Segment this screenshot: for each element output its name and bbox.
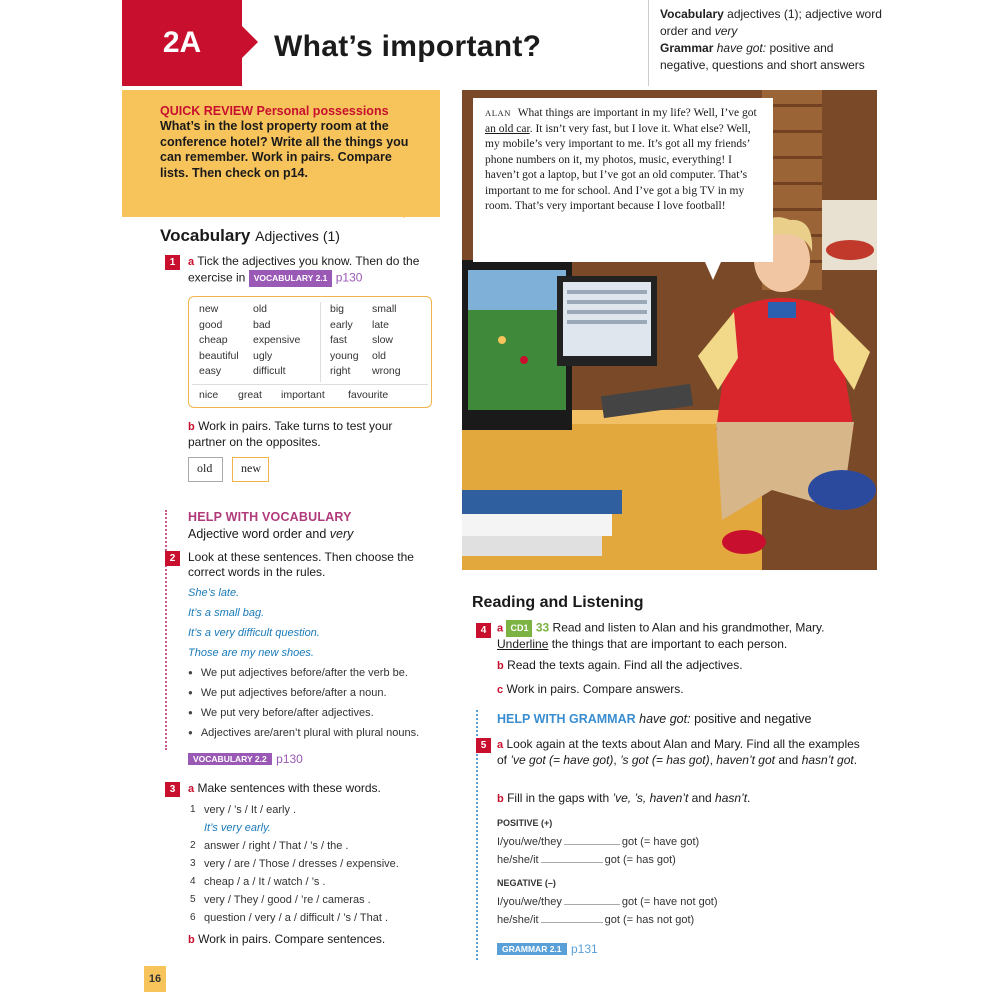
exercise-number-2: 2 — [165, 551, 180, 566]
ex4c-letter: c — [497, 684, 504, 696]
answer-gap — [564, 835, 620, 845]
reading-listening-title: Reading and Listening — [472, 594, 644, 611]
ex3b-text: Work in pairs. Compare sentences. — [198, 932, 386, 946]
ex5b-and: and — [691, 791, 712, 805]
summary-vocab-text: adjectives (1); adjective word order and — [660, 7, 882, 38]
vocabulary-ref-2 — [188, 750, 303, 768]
ex3a-letter: a — [188, 783, 195, 795]
exercise-2-text: Look at these sentences. Then choose the correct words in the rules. — [188, 550, 414, 579]
subject-pronouns: he/she/it — [497, 854, 539, 866]
ex5b-hasnt: hasn’t — [715, 791, 748, 805]
alan-text-1: What things are important in my life? Well, I’ve got — [517, 107, 757, 119]
example-answer: It’s very early. — [204, 822, 271, 834]
adjective-word: easy — [199, 365, 222, 377]
list-item-text: very / ’s / It / early . — [204, 804, 297, 816]
adjective-word: ugly — [253, 349, 273, 362]
adjective-word: old — [372, 349, 387, 362]
vocabulary-subtitle: Adjectives (1) — [255, 228, 340, 244]
alan-speech-bubble — [473, 98, 773, 262]
alan-text-2: . It isn’t very fast, but I love it. What else? Well, my mobile’s very important to me. It’s got all my friends’ phone numbers on it, my photos, music, everything! I haven’t got a laptop, but I’ve got an old computer. That’s important to me for school. And I’ve got a big TV in my room. That’s very important because I love football! — [485, 122, 751, 212]
positive-row — [497, 853, 676, 866]
ex5a-havent-got: haven’t got — [716, 753, 775, 767]
list-item-text: cheap / a / It / watch / ’s . — [204, 876, 326, 888]
exercise-1a — [188, 254, 438, 287]
exercise-4b — [497, 658, 743, 674]
exercise-number-1: 1 — [165, 255, 180, 270]
example-sentence: It’s a small bag. — [188, 607, 265, 619]
quick-review-box — [122, 90, 440, 217]
adjective-word: small — [372, 303, 397, 315]
list-item-number: 2 — [190, 840, 196, 851]
ex4a-text: Read and listen to Alan and his grandmother, Mary. — [552, 620, 825, 635]
form-explanation: got (= have not got) — [621, 896, 718, 908]
ex5a-and: and — [778, 753, 799, 767]
exercise-4c — [497, 682, 684, 698]
exercise-1b — [188, 419, 433, 450]
answer-gap — [541, 913, 603, 923]
help-vocab-sidebar-line — [165, 510, 167, 750]
grammar-rule: ● We put adjectives before/after a noun. — [188, 687, 387, 699]
exercise-number-4: 4 — [476, 623, 491, 638]
ex5a-s-got: ’s got (= has got) — [620, 753, 710, 767]
exercise-number-3: 3 — [165, 782, 180, 797]
answer-gap — [564, 895, 620, 905]
list-item-text: very / are / Those / dresses / expensive. — [204, 858, 399, 870]
grammar-ref — [497, 940, 598, 958]
adjective-word: wrong — [372, 365, 401, 377]
ex5a-hasnt-got: hasn’t got — [801, 753, 854, 767]
lesson-summary — [660, 6, 885, 74]
alan-underlined: an old car — [485, 122, 530, 135]
exercise-5a: a Look again at the texts about Alan and Mary. Find all the examples of ’ve got (= have got), ’s got (= has got), haven’t got and hasn’t got. — [497, 737, 860, 767]
adjective-word: old — [253, 303, 268, 315]
ex5a-text: Look again at the texts about Alan and Mary. Find all the examples of — [497, 737, 860, 767]
help-vocab-subtitle-very: very — [329, 527, 354, 541]
adjective-word: favourite — [348, 389, 389, 401]
help-grammar-subtitle: positive and negative — [694, 712, 812, 726]
lesson-badge: 2A — [122, 0, 242, 86]
adjective-word: beautiful — [199, 349, 239, 362]
grammar-ref-page[interactable]: p131 — [570, 942, 598, 956]
vocabulary-title: Vocabulary — [160, 226, 251, 245]
adjective-word: slow — [372, 334, 394, 346]
list-item-text: very / They / good / ’re / cameras . — [204, 894, 371, 906]
adjectives-box-divider-vertical — [320, 302, 321, 382]
adjective-word: good — [199, 318, 223, 331]
page-number: 16 — [144, 966, 166, 992]
adjective-word: late — [372, 318, 389, 331]
positive-label: POSITIVE (+) — [497, 818, 553, 828]
ex3a-text: Make sentences with these words. — [197, 781, 381, 795]
grammar-ref-tag[interactable]: GRAMMAR 2.1 — [497, 943, 567, 955]
grammar-rule: ● We put very before/after adjectives. — [188, 707, 374, 719]
adjective-word: difficult — [253, 365, 286, 377]
negative-row — [497, 913, 694, 926]
vocabulary-ref-tag-2[interactable]: VOCABULARY 2.2 — [188, 753, 272, 765]
summary-vocab-label: Vocabulary — [660, 7, 724, 21]
help-grammar-title — [497, 712, 812, 726]
help-grammar-subtitle-italic: have got: — [639, 712, 691, 726]
help-grammar-title-text: HELP WITH GRAMMAR — [497, 712, 636, 726]
list-item-number: 5 — [190, 894, 196, 905]
ex4a-underline-word: Underline — [497, 637, 549, 651]
header-divider — [648, 0, 649, 86]
alan-bubble-tail — [705, 262, 721, 280]
vocabulary-ref-page-1[interactable]: p130 — [335, 270, 363, 285]
vocabulary-ref-page-2[interactable]: p130 — [276, 752, 303, 766]
adjective-word: fast — [330, 334, 347, 346]
exercise-number-5: 5 — [476, 738, 491, 753]
ex4b-text: Read the texts again. Find all the adjectives. — [507, 658, 743, 672]
adjective-word: bad — [253, 318, 271, 331]
example-sentence: It’s a very difficult question. — [188, 627, 320, 639]
quick-review-body: What’s in the lost property room at the conference hotel? Write all the things you can remember. Work in pairs. Compare lists. Then check on p14. — [160, 119, 409, 180]
adjective-word: important — [281, 389, 325, 401]
list-item-number: 3 — [190, 858, 196, 869]
answer-gap — [541, 853, 603, 863]
exercise-3b — [188, 932, 385, 948]
ex5b-text: Fill in the gaps with — [507, 791, 610, 805]
exercise-4a — [497, 620, 869, 652]
negative-row — [497, 895, 718, 908]
example-sentence: Those are my new shoes. — [188, 647, 314, 659]
list-item-text: answer / right / That / ’s / the . — [204, 840, 349, 852]
ex1a-text: Tick the adjectives you know. Then do the exercise in — [188, 254, 420, 285]
list-item-text: question / very / a / difficult / ’s / That . — [204, 912, 389, 924]
ex5b-letter: b — [497, 793, 504, 805]
form-explanation: got (= have got) — [621, 836, 700, 848]
ex4c-text: Work in pairs. Compare answers. — [506, 682, 684, 696]
vocabulary-heading — [160, 226, 340, 246]
grammar-rule: ● Adjectives are/aren’t plural with plural nouns. — [188, 727, 419, 739]
adjective-word: cheap — [199, 334, 228, 346]
help-vocab-subtitle — [188, 527, 353, 541]
page-title: What’s important? — [274, 30, 542, 63]
adjective-word: great — [238, 389, 262, 401]
speech-bubble-old: old — [188, 457, 223, 482]
subject-pronouns: I/you/we/they — [497, 836, 562, 848]
quick-review-title: QUICK REVIEW Personal possessions — [160, 104, 389, 118]
help-vocab-subtitle-text: Adjective word order and — [188, 527, 327, 541]
subject-pronouns: he/she/it — [497, 914, 539, 926]
cd-tag[interactable]: CD1 — [506, 620, 532, 637]
ex1b-text: Work in pairs. Take turns to test your partner on the opposites. — [188, 419, 393, 449]
list-item-number: 1 — [190, 804, 196, 815]
positive-row — [497, 835, 699, 848]
ex5a-ve-got: ’ve got (= have got) — [510, 753, 614, 767]
ex5b-forms: ’ve, ’s, haven’t — [612, 791, 689, 805]
summary-grammar-italic: have got: — [716, 41, 767, 55]
ex5a-letter: a — [497, 739, 504, 751]
ex1b-letter: b — [188, 421, 195, 433]
ex4a-letter: a — [497, 622, 504, 635]
form-explanation: got (= has got) — [604, 854, 676, 866]
ex4b-letter: b — [497, 660, 504, 672]
quick-review-tail — [392, 206, 416, 218]
grammar-rule: ● We put adjectives before/after the verb be. — [188, 667, 408, 679]
adjective-word: young — [330, 349, 359, 362]
cd-track-number[interactable]: 33 — [535, 620, 550, 635]
adjective-word: nice — [199, 389, 219, 401]
negative-label: NEGATIVE (–) — [497, 878, 556, 888]
ex1a-letter: a — [188, 256, 195, 268]
list-item-number: 6 — [190, 912, 196, 923]
adjective-word: expensive — [253, 334, 301, 346]
adjective-word: early — [330, 318, 353, 331]
adjective-word: big — [330, 303, 345, 315]
summary-grammar-text: positive and negative, questions and short answers — [660, 41, 865, 72]
subject-pronouns: I/you/we/they — [497, 896, 562, 908]
adjectives-box-divider-horizontal — [192, 384, 428, 385]
ex3b-letter: b — [188, 934, 195, 946]
list-item-number: 4 — [190, 876, 196, 887]
example-sentence: She’s late. — [188, 587, 240, 599]
ex4a-text-2: the things that are important to each person. — [551, 637, 788, 651]
adjective-word: new — [199, 303, 219, 315]
summary-grammar-label: Grammar — [660, 41, 714, 55]
summary-vocab-very: very — [714, 24, 738, 38]
vocabulary-ref-tag-1[interactable]: VOCABULARY 2.1 — [249, 270, 333, 287]
speech-bubble-new: new — [232, 457, 269, 482]
exercise-5b: b Fill in the gaps with ’ve, ’s, haven’t and hasn’t. — [497, 791, 751, 805]
adjective-word: right — [330, 365, 351, 377]
alan-speaker-label: ALAN — [485, 108, 512, 118]
form-explanation: got (= has not got) — [604, 914, 695, 926]
exercise-3a — [188, 781, 381, 797]
help-vocab-title: HELP WITH VOCABULARY — [188, 510, 352, 524]
